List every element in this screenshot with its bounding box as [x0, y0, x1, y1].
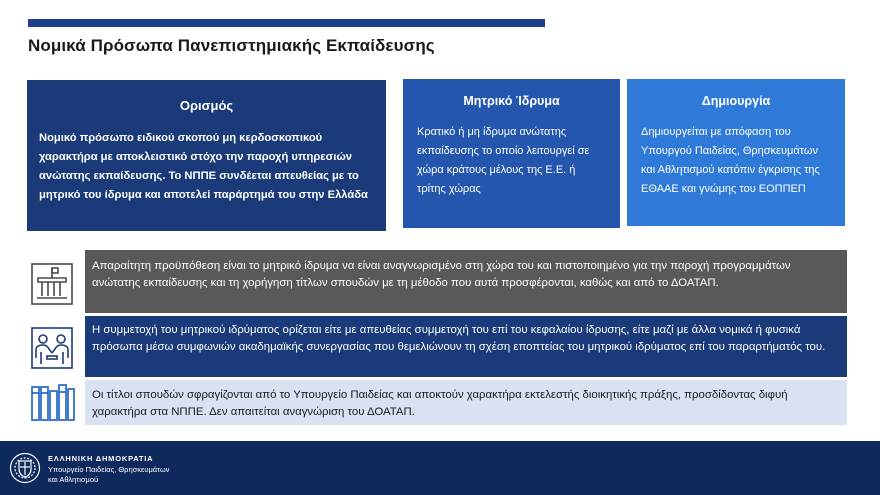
- creation-card-text: Δημιουργείται με απόφαση του Υπουργού Παιδείας, Θρησκευμάτων και Αθλητισμού κατόπιν έγκρισης της ΕΘΑΑΕ και γνώμης του ΕΟΠΠΕΠ: [641, 126, 820, 195]
- creation-card: [627, 79, 845, 226]
- books-icon: [30, 383, 76, 428]
- parent-institution-card-text: Κρατικό ή μη ίδρυμα ανώτατης εκπαίδευσης το οποίο λειτουργεί σε χώρα κράτους μέλους της Ε.Ε. ή τρίτης χώρας: [417, 126, 590, 195]
- definition-card-text: Νομικό πρόσωπο ειδικού σκοπού μη κερδοσκοπικού χαρακτήρα με αποκλειστικό στόχο την παροχή υπηρεσιών ανώτατης εκπαίδευσης. Το ΝΠΠΕ συνδέεται απευθείας με το μητρικό του ίδρυμα και αποτελεί παράρτημά του στην Ελλάδα: [39, 132, 368, 201]
- definition-card-title: Ορισμός: [179, 98, 234, 113]
- requirement-row: Απαραίτητη προϋπόθεση είναι το μητρικό ίδρυμα να είναι αναγνωρισμένο στη χώρα του και πιστοποιημένο για την παροχή προγραμμάτων ανώτατης εκπαίδευσης και τη χορήγηση τίτλων σπουδών με τη μέθοδο που αυτά προσφέρονται, καθώς και από το ΔΟΑΤΑΠ.: [85, 250, 847, 313]
- page-title: Νομικά Πρόσωπα Πανεπιστημιακής Εκπαίδευσης: [28, 36, 435, 55]
- footer-subtitle-line1: Υπουργείο Παιδείας, Θρησκευμάτων: [48, 465, 170, 474]
- footer-subtitle: [48, 465, 170, 485]
- footer-subtitle-line2: και Αθλητισμού: [48, 475, 99, 484]
- footer: [0, 441, 880, 495]
- creation-card-title: Δημιουργία: [701, 94, 771, 108]
- greek-emblem-icon: [9, 452, 41, 489]
- footer-title: ΕΛΛΗΝΙΚΗ ΔΗΜΟΚΡΑΤΙΑ: [48, 454, 154, 463]
- building-icon: [30, 262, 74, 311]
- parent-institution-card-title: Μητρικό Ίδρυμα: [463, 94, 560, 108]
- parent-institution-card: [403, 79, 620, 228]
- people-meeting-icon: [30, 326, 74, 375]
- participation-row: Η συμμετοχή του μητρικού ιδρύματος ορίζεται είτε με απευθείας συμμετοχή του επί του κεφαλαίου ίδρυσης, είτε μαζί με άλλα νομικά ή φυσικά πρόσωπα μέσω συμφωνιών ακαδημαϊκής συνεργασίας που θεμελιώνουν τη σχέση εποπτείας του μητρικού ιδρύματος επί του παραρτήματός του.: [85, 316, 847, 377]
- degrees-row: Οι τίτλοι σπουδών σφραγίζονται από το Υπουργείο Παιδείας και αποκτούν χαρακτήρα εκτελεστής διοικητικής πράξης, προσδίδοντας διφυή χαρακτήρα στα ΝΠΠΕ. Δεν απαιτείται αναγνώριση του ΔΟΑΤΑΠ.: [85, 380, 847, 425]
- top-accent-bar: [28, 19, 545, 27]
- definition-card: [27, 80, 386, 231]
